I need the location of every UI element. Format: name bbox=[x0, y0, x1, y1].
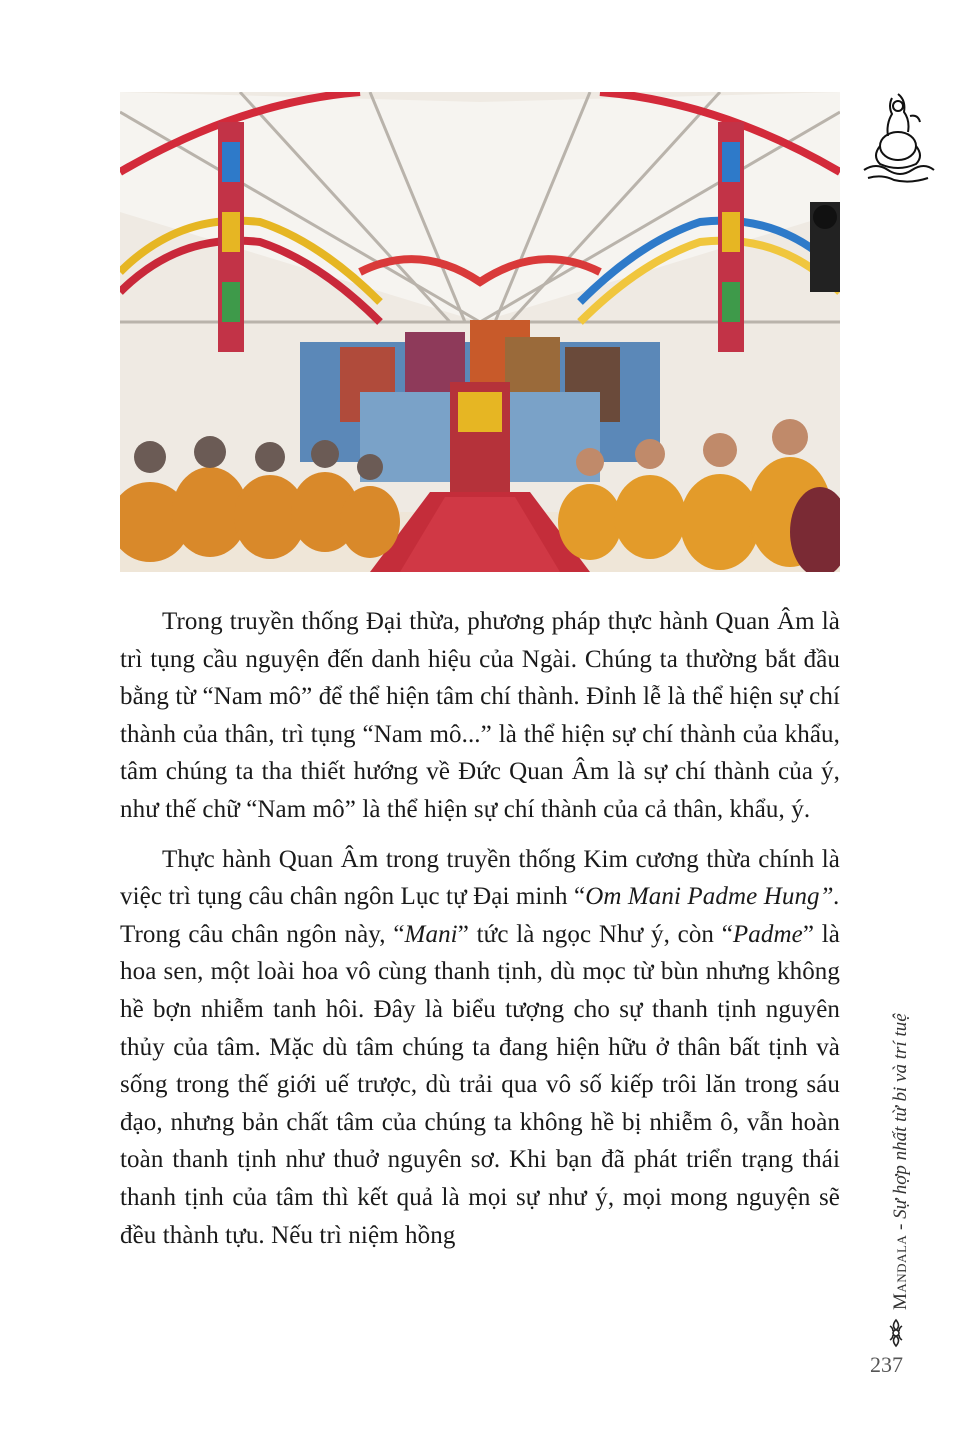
running-title-book: Mandala bbox=[890, 1234, 911, 1310]
running-title bbox=[890, 1013, 912, 1310]
ceremony-tent-photo bbox=[120, 92, 840, 572]
page-number: 237 bbox=[870, 1352, 903, 1377]
body-text bbox=[120, 603, 840, 1266]
running-title-separator: - bbox=[890, 1218, 911, 1235]
padme-italic: Padme bbox=[732, 920, 803, 948]
vajra-icon bbox=[881, 1318, 911, 1348]
paragraph-2-text: ” là hoa sen, một loài hoa vô cùng thanh tịnh, dù mọc từ bùn nhưng không hề bợn nhiễm tanh hôi. Đây là biểu tượng cho sự thanh tịnh nguyên thủy của tâm. Mặc dù tâm chúng ta đang hiện hữu ở thân bất tịnh và sống trong thế giới uế trược, dù trải qua vô số kiếp trôi lăn trong sáu đạo, nhưng bản chất tâm của chúng ta không hề bị nhiễm ô, vẫn hoàn toàn thanh tịnh như thuở nguyên sơ. Khi bạn đã phát triển trạng thái thanh tịnh của tâm thì kết quả là mọi sự như ý, mọi mong nguyện sẽ đều thành tựu. Nếu trì niệm hồng bbox=[120, 920, 840, 1249]
mantra-italic: Om Mani Padme Hung”. bbox=[585, 883, 840, 911]
paragraph-1: Trong truyền thống Đại thừa, phương pháp thực hành Quan Âm là trì tụng cầu nguyện đến danh hiệu của Ngài. Chúng ta thường bắt đầu bằng từ “Nam mô” để thể hiện tâm chí thành. Đỉnh lễ là thể hiện sự chí thành của thân, trì tụng “Nam mô...” là thể hiện sự chí thành của khẩu, tâm chúng ta tha thiết hướng về Đức Quan Âm là sự chí thành của ý, như thế chữ “Nam mô” là thể hiện sự chí thành của cả thân, khẩu, ý. bbox=[120, 608, 840, 823]
running-title-subtitle: Sự hợp nhất từ bi và trí tuệ bbox=[890, 1013, 911, 1219]
paragraph-2-text: Trong câu chân ngôn này, “ bbox=[120, 920, 405, 948]
paragraph-2-text: Thực hành Quan Âm trong truyền thống Kim cương thừa chính là việc trì tụng câu chân ngôn Lục tự Đại minh “ bbox=[120, 845, 840, 911]
deity-illustration-icon bbox=[858, 86, 938, 186]
paragraph-2 bbox=[120, 841, 840, 1255]
paragraph-2-text: ” tức là ngọc Như ý, còn “ bbox=[457, 920, 733, 948]
ceremony-photo bbox=[120, 92, 840, 572]
mani-italic: Mani bbox=[404, 920, 458, 948]
